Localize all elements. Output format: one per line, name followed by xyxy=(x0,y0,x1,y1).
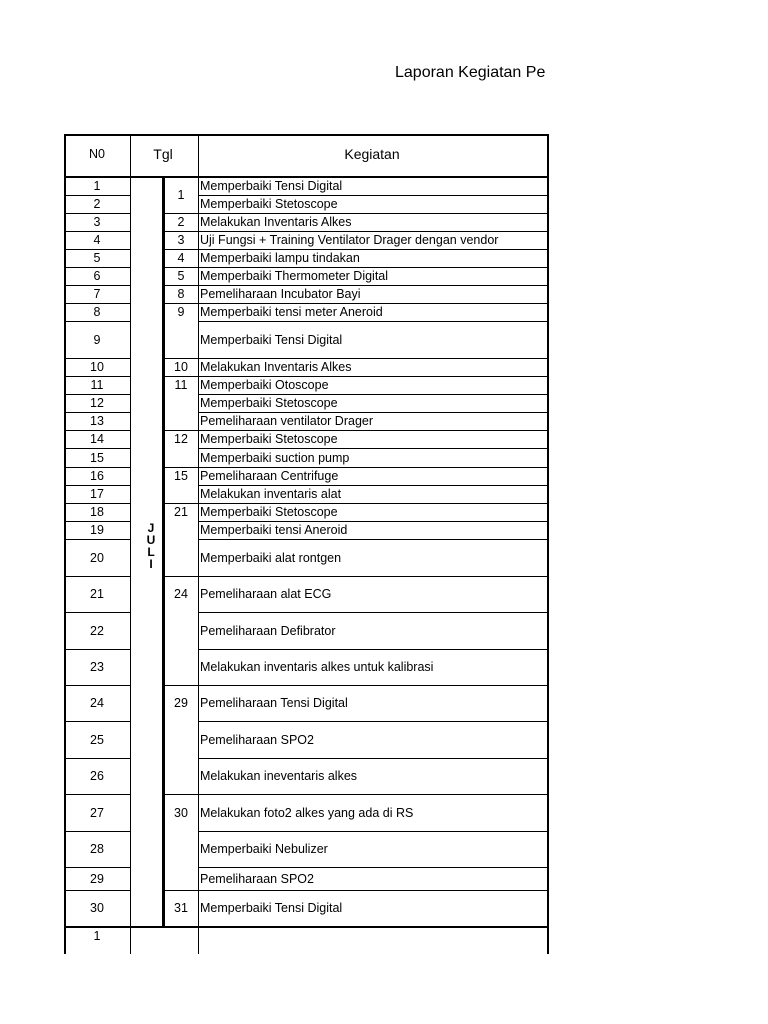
row-no: 7 xyxy=(93,286,101,301)
row-kegiatan: Memperbaiki alat rontgen xyxy=(200,550,342,565)
grid-line xyxy=(64,134,548,136)
row-tgl: 21 xyxy=(174,504,188,519)
grid-line xyxy=(199,285,548,286)
row-kegiatan: Pemeliharaan SPO2 xyxy=(200,871,314,886)
row-no: 28 xyxy=(90,841,104,856)
grid-line xyxy=(199,485,548,486)
row-tgl: 29 xyxy=(174,695,188,710)
row-kegiatan: Melakukan inventaris alkes untuk kalibrasi xyxy=(200,659,434,674)
row-no: 17 xyxy=(90,486,104,501)
row-kegiatan: Memperbaiki Tensi Digital xyxy=(200,178,343,193)
activity-table xyxy=(64,134,548,954)
row-kegiatan: Pemeliharaan Tensi Digital xyxy=(200,695,348,710)
row-no: 26 xyxy=(90,768,104,783)
grid-line xyxy=(165,467,198,468)
row-kegiatan: Melakukan Inventaris Alkes xyxy=(200,359,352,374)
grid-line xyxy=(165,503,198,504)
grid-line xyxy=(64,376,130,377)
row-no: 6 xyxy=(93,268,101,283)
row-no: 14 xyxy=(90,431,104,446)
grid-line xyxy=(199,831,548,832)
grid-line xyxy=(64,649,130,650)
row-tgl: 3 xyxy=(177,232,185,247)
row-kegiatan: Memperbaiki Stetoscope xyxy=(200,431,338,446)
row-no: 4 xyxy=(93,232,101,247)
row-no: 15 xyxy=(90,450,104,465)
grid-line xyxy=(199,321,548,322)
row-kegiatan: Pemeliharaan ventilator Drager xyxy=(200,413,374,428)
grid-line xyxy=(64,794,130,795)
row-no: 19 xyxy=(90,522,104,537)
grid-line xyxy=(199,430,548,431)
header-kegiatan: Kegiatan xyxy=(344,146,400,162)
row-tgl: 5 xyxy=(177,268,185,283)
row-kegiatan: Memperbaiki Otoscope xyxy=(200,377,329,392)
row-tgl: 11 xyxy=(174,377,188,392)
row-tgl: 31 xyxy=(174,900,188,915)
row-kegiatan: Melakukan Inventaris Alkes xyxy=(200,214,352,229)
row-no: 9 xyxy=(93,332,101,347)
month-label: J U L I xyxy=(146,521,156,571)
grid-line xyxy=(64,213,130,214)
grid-line xyxy=(199,521,548,522)
grid-line xyxy=(64,176,548,178)
grid-line xyxy=(64,267,130,268)
row-no: 12 xyxy=(90,395,104,410)
grid-line xyxy=(199,503,548,504)
grid-line xyxy=(162,177,165,927)
grid-line xyxy=(199,758,548,759)
row-tgl: 1 xyxy=(177,187,185,202)
grid-line xyxy=(199,721,548,722)
grid-line xyxy=(64,685,130,686)
grid-line xyxy=(199,303,548,304)
row-kegiatan: Melakukan ineventaris alkes xyxy=(200,768,358,783)
grid-line xyxy=(199,213,548,214)
row-no: 27 xyxy=(90,805,104,820)
grid-line xyxy=(199,394,548,395)
row-no: 30 xyxy=(90,900,104,915)
row-tgl: 24 xyxy=(174,586,188,601)
row-no: 21 xyxy=(90,586,104,601)
grid-line xyxy=(64,758,130,759)
grid-line xyxy=(64,721,130,722)
row-no: 2 xyxy=(93,196,101,211)
grid-line xyxy=(199,794,548,795)
row-tgl: 30 xyxy=(174,805,188,820)
grid-line xyxy=(64,430,130,431)
grid-line xyxy=(165,430,198,431)
grid-line xyxy=(165,890,198,891)
row-kegiatan: Memperbaiki Tensi Digital xyxy=(200,332,343,347)
grid-line xyxy=(64,448,130,449)
row-tgl: 8 xyxy=(177,286,185,301)
grid-line xyxy=(64,358,130,359)
row-no: 24 xyxy=(90,695,104,710)
grid-line xyxy=(199,448,548,449)
row-kegiatan: Memperbaiki Thermometer Digital xyxy=(200,268,389,283)
row-no: 29 xyxy=(90,871,104,886)
grid-line xyxy=(165,576,198,577)
row-kegiatan: Melakukan inventaris alat xyxy=(200,486,342,501)
row-kegiatan: Pemeliharaan SPO2 xyxy=(200,732,314,747)
grid-line xyxy=(199,576,548,577)
row-no: 16 xyxy=(90,468,104,483)
row-no: 25 xyxy=(90,732,104,747)
grid-line xyxy=(199,249,548,250)
grid-line xyxy=(64,867,130,868)
row-kegiatan: Memperbaiki Stetoscope xyxy=(200,395,338,410)
next-section-no: 1 xyxy=(93,928,101,943)
grid-line xyxy=(165,267,198,268)
row-kegiatan: Melakukan foto2 alkes yang ada di RS xyxy=(200,805,414,820)
header-tgl: Tgl xyxy=(153,146,173,162)
grid-line xyxy=(199,890,548,891)
grid-line xyxy=(64,195,130,196)
grid-line xyxy=(64,576,130,577)
row-no: 23 xyxy=(90,659,104,674)
row-no: 8 xyxy=(93,304,101,319)
grid-line xyxy=(64,467,130,468)
grid-line xyxy=(165,249,198,250)
row-kegiatan: Memperbaiki Stetoscope xyxy=(200,196,338,211)
row-kegiatan: Pemeliharaan Defibrator xyxy=(200,623,336,638)
grid-line xyxy=(199,358,548,359)
grid-line xyxy=(199,539,548,540)
grid-line xyxy=(165,285,198,286)
row-kegiatan: Memperbaiki tensi meter Aneroid xyxy=(200,304,383,319)
row-no: 18 xyxy=(90,504,104,519)
row-kegiatan: Memperbaiki Tensi Digital xyxy=(200,900,343,915)
grid-line xyxy=(165,794,198,795)
row-tgl: 15 xyxy=(174,468,188,483)
grid-line xyxy=(165,231,198,232)
grid-line xyxy=(199,267,548,268)
grid-line xyxy=(165,376,198,377)
row-kegiatan: Memperbaiki lampu tindakan xyxy=(200,250,360,265)
grid-line xyxy=(199,649,548,650)
grid-line xyxy=(165,358,198,359)
row-no: 13 xyxy=(90,413,104,428)
grid-line xyxy=(64,539,130,540)
row-tgl: 12 xyxy=(174,431,188,446)
report-title: Laporan Kegiatan Pe xyxy=(395,64,546,81)
grid-line xyxy=(199,376,548,377)
grid-line xyxy=(199,612,548,613)
grid-line xyxy=(199,867,548,868)
grid-line xyxy=(165,303,198,304)
row-kegiatan: Memperbaiki Nebulizer xyxy=(200,841,328,856)
grid-line xyxy=(64,926,548,928)
row-kegiatan: Memperbaiki Stetoscope xyxy=(200,504,338,519)
grid-line xyxy=(64,285,130,286)
row-kegiatan: Memperbaiki suction pump xyxy=(200,450,350,465)
row-no: 20 xyxy=(90,550,104,565)
row-no: 11 xyxy=(90,377,104,392)
row-tgl: 9 xyxy=(177,304,185,319)
grid-line xyxy=(64,612,130,613)
grid-line xyxy=(130,134,131,954)
grid-line xyxy=(199,685,548,686)
row-kegiatan: Uji Fungsi + Training Ventilator Drager dengan vendor xyxy=(200,232,499,247)
grid-line xyxy=(64,231,130,232)
grid-line xyxy=(199,231,548,232)
grid-line xyxy=(64,485,130,486)
row-no: 22 xyxy=(90,623,104,638)
grid-line xyxy=(64,303,130,304)
grid-line xyxy=(64,831,130,832)
row-tgl: 4 xyxy=(177,250,185,265)
grid-line xyxy=(199,412,548,413)
grid-line xyxy=(64,412,130,413)
grid-line xyxy=(64,249,130,250)
grid-line xyxy=(64,394,130,395)
row-kegiatan: Pemeliharaan Incubator Bayi xyxy=(200,286,361,301)
grid-line xyxy=(199,195,548,196)
row-no: 10 xyxy=(90,359,104,374)
grid-line xyxy=(64,503,130,504)
grid-line xyxy=(64,521,130,522)
row-no: 3 xyxy=(93,214,101,229)
header-no: N0 xyxy=(89,146,105,161)
row-no: 1 xyxy=(93,178,101,193)
row-kegiatan: Memperbaiki tensi Aneroid xyxy=(200,522,348,537)
row-tgl: 2 xyxy=(177,214,185,229)
grid-line xyxy=(199,467,548,468)
row-kegiatan: Pemeliharaan Centrifuge xyxy=(200,468,339,483)
row-kegiatan: Pemeliharaan alat ECG xyxy=(200,586,332,601)
grid-line xyxy=(165,685,198,686)
grid-line xyxy=(64,890,130,891)
row-tgl: 10 xyxy=(174,359,188,374)
grid-line xyxy=(165,213,198,214)
row-no: 5 xyxy=(93,250,101,265)
grid-line xyxy=(64,321,130,322)
